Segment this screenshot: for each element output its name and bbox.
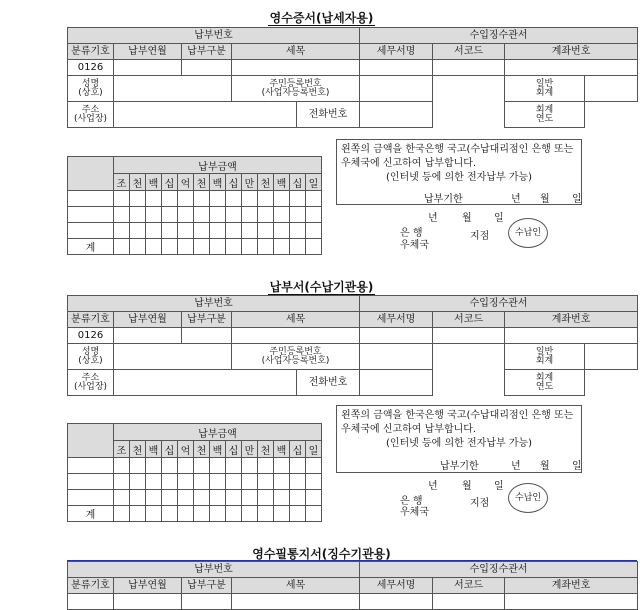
tax-item-label: 세목 (232, 44, 360, 60)
amount-header: 납부금액 (114, 157, 322, 174)
general-account-field[interactable] (585, 76, 638, 102)
pay-year-month-label: 납부연월 (114, 44, 182, 60)
rrn-field[interactable] (360, 344, 433, 370)
total-label: 계 (68, 506, 114, 522)
amount-header: 납부금액 (114, 424, 322, 441)
account-no-field[interactable] (505, 594, 638, 610)
pay-year-month-field[interactable] (114, 594, 182, 610)
pay-type-label: 납부구분 (182, 312, 232, 328)
fiscal-year-label: 회계 연도 (505, 370, 585, 396)
pay-type-label: 납부구분 (182, 44, 232, 60)
pay-year-month-label: 납부연월 (114, 578, 182, 594)
tax-item-label: 세목 (232, 312, 360, 328)
name-field[interactable] (114, 76, 232, 102)
payment-info-table (67, 295, 638, 396)
rrn-label: 주민등록번호 (사업자등록번호) (232, 76, 360, 102)
office-code-label: 서코드 (433, 578, 505, 594)
address-label: 주소 (사업장) (68, 370, 114, 396)
payment-no-header: 납부번호 (68, 296, 360, 312)
section-title: 영수증서(납세자용) (269, 11, 374, 25)
office-code-label: 서코드 (433, 44, 505, 60)
pay-year-month-field[interactable] (114, 60, 182, 76)
account-no-label: 계좌번호 (505, 44, 638, 60)
office-code-field[interactable] (433, 328, 505, 344)
phone-label: 전화번호 (297, 102, 360, 128)
account-no-label: 계좌번호 (505, 578, 638, 594)
class-code-value: 0126 (68, 328, 114, 344)
amount-table: 납부금액 조 천 백 십 억 천 백 십 만 천 백 십 일 계 (67, 156, 322, 255)
payment-no-header: 납부번호 (68, 28, 360, 44)
name-field[interactable] (114, 344, 232, 370)
class-code-label: 분류기호 (68, 312, 114, 328)
phone-field[interactable] (360, 102, 433, 128)
tax-office-header: 수입징수관서 (360, 562, 638, 578)
fiscal-year-label: 회계 연도 (505, 102, 585, 128)
pay-type-field[interactable] (182, 594, 232, 610)
phone-label: 전화번호 (297, 370, 360, 396)
pay-year-month-label: 납부연월 (114, 312, 182, 328)
notice-box: 왼쪽의 금액을 한국은행 국고(수납대리점인 은행 또는 우체국에 신고하여 납부합니다. (인터넷 등에 의한 전자납부 가능) (336, 139, 582, 205)
class-code-label: 분류기호 (68, 44, 114, 60)
tax-item-field[interactable] (232, 60, 360, 76)
payment-no-header: 납부번호 (68, 562, 360, 578)
notice-box: 왼쪽의 금액을 한국은행 국고(수납대리점인 은행 또는 우체국에 신고하여 납부합니다. (인터넷 등에 의한 전자납부 가능) (336, 405, 582, 473)
general-account-label: 일반 회계 (505, 344, 585, 370)
class-code-label: 분류기호 (68, 578, 114, 594)
phone-field[interactable] (360, 370, 433, 396)
rrn-label: 주민등록번호 (사업자등록번호) (232, 344, 360, 370)
payment-info-table (67, 27, 638, 128)
pay-type-field[interactable] (182, 328, 232, 344)
office-name-label: 세무서명 (360, 312, 433, 328)
tax-item-field[interactable] (232, 594, 360, 610)
office-code-field[interactable] (433, 594, 505, 610)
tax-item-field[interactable] (232, 328, 360, 344)
account-no-label: 계좌번호 (505, 312, 638, 328)
pay-year-month-field[interactable] (114, 328, 182, 344)
payment-info-table (67, 561, 638, 610)
section-title: 영수필통지서(징수기관용) (252, 547, 391, 561)
name-label: 성명 (상호) (68, 344, 114, 370)
tax-item-label: 세목 (232, 578, 360, 594)
office-name-field[interactable] (360, 60, 433, 76)
total-label: 계 (68, 239, 114, 255)
general-account-label: 일반 회계 (505, 76, 585, 102)
receipt-stamp: 수납인 (508, 483, 548, 513)
pay-type-field[interactable] (182, 60, 232, 76)
office-code-label: 서코드 (433, 312, 505, 328)
amount-table: 납부금액 조 천 백 십 억 천 백 십 만 천 백 십 일 계 (67, 423, 322, 522)
rrn-field[interactable] (360, 76, 433, 102)
office-code-field[interactable] (433, 60, 505, 76)
tax-office-header: 수입징수관서 (360, 28, 638, 44)
address-label: 주소 (사업장) (68, 102, 114, 128)
pay-type-label: 납부구분 (182, 578, 232, 594)
account-no-field[interactable] (505, 60, 638, 76)
account-no-field[interactable] (505, 328, 638, 344)
class-code-value (68, 594, 114, 610)
general-account-field[interactable] (585, 344, 638, 370)
address-field[interactable] (114, 102, 297, 128)
receipt-stamp: 수납인 (508, 218, 548, 248)
address-field[interactable] (114, 370, 297, 396)
office-name-field[interactable] (360, 328, 433, 344)
class-code-value: 0126 (68, 60, 114, 76)
office-name-field[interactable] (360, 594, 433, 610)
tax-office-header: 수입징수관서 (360, 296, 638, 312)
section-title: 납부서(수납기관용) (269, 280, 374, 294)
office-name-label: 세무서명 (360, 578, 433, 594)
name-label: 성명 (상호) (68, 76, 114, 102)
office-name-label: 세무서명 (360, 44, 433, 60)
